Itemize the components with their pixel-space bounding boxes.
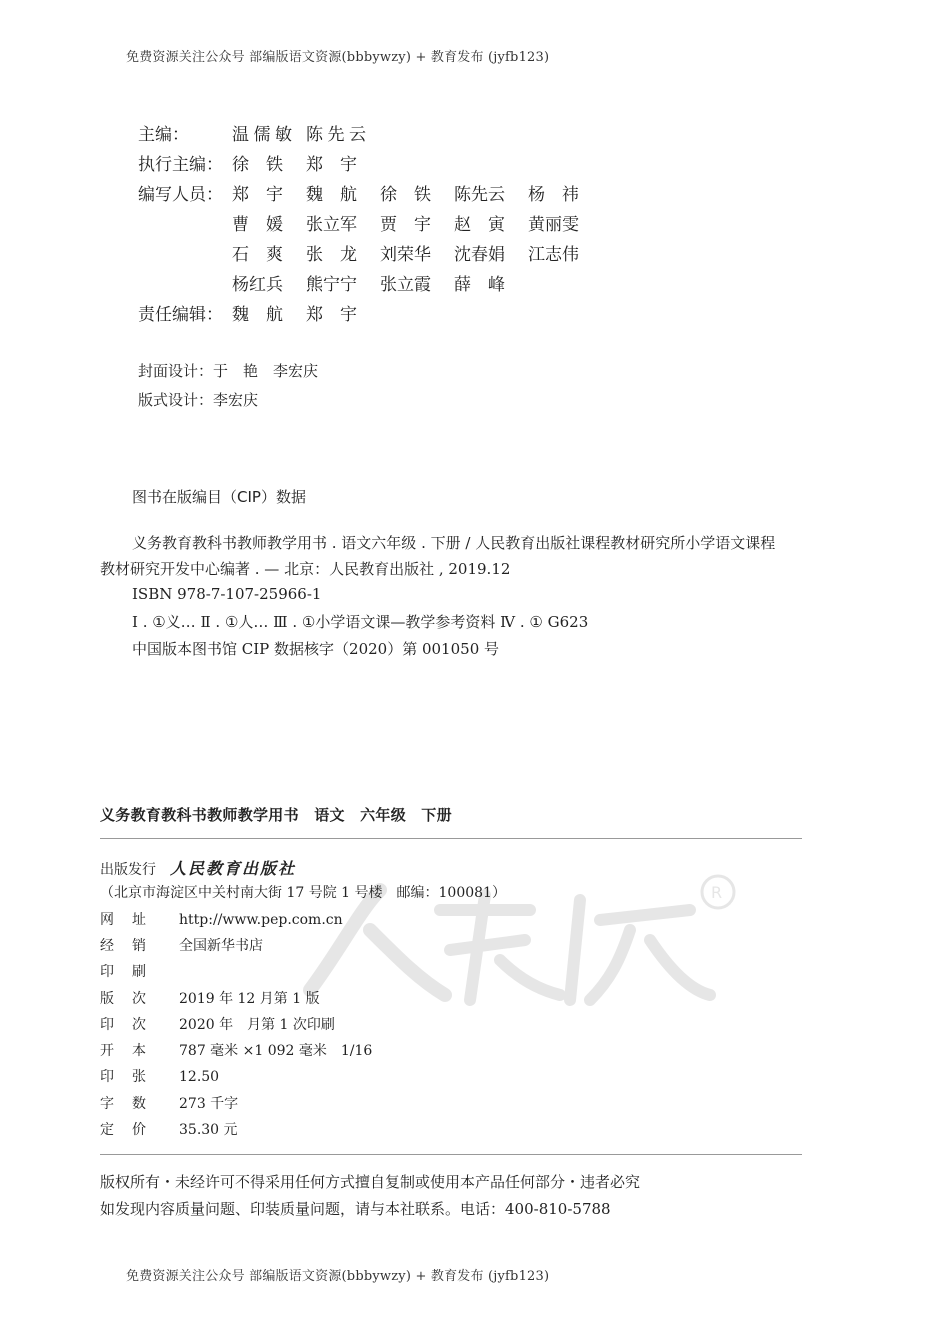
writer-name: 郑 宇	[232, 185, 283, 205]
executive-editor-name: 郑 宇	[306, 155, 357, 175]
chief-editor-label: 主编：	[138, 125, 189, 145]
cip-isbn: ISBN 978-7-107-25966-1	[132, 585, 322, 603]
publisher-row	[100, 856, 296, 879]
pub-info-row	[100, 1119, 238, 1139]
pub-info-label: 开 本	[100, 1043, 146, 1059]
writer-name: 张立军	[306, 215, 357, 235]
pub-info-row	[100, 909, 343, 929]
pub-info-label: 印 刷	[100, 964, 146, 980]
cip-classification: Ⅰ . ①义… Ⅱ . ①人… Ⅲ . ①小学语文课—教学参考资料 Ⅳ . ① G623	[132, 613, 589, 631]
layout-design-row	[138, 389, 258, 410]
writer-name: 曹 媛	[232, 215, 283, 235]
layout-design-value: 李宏庆	[213, 391, 259, 409]
quality-contact: 如发现内容质量问题、印装质量问题，请与本社联系。电话：400-810-5788	[100, 1200, 611, 1218]
copyright-notice: 版权所有・未经许可不得采用任何方式擅自复制或使用本产品任何部分・违者必究	[100, 1173, 641, 1191]
writer-name: 贾 宇	[380, 215, 431, 235]
pub-info-row	[100, 1066, 219, 1086]
pub-info-row	[100, 1093, 238, 1113]
page-footer: 免费资源关注公众号 部编版语文资源(bbbywzy) + 教育发布 (jyfb123)	[126, 1269, 550, 1284]
writer-name: 张立霞	[380, 275, 431, 295]
pub-info-row	[100, 1040, 372, 1060]
pub-info-row	[100, 988, 320, 1008]
pub-info-row	[100, 961, 179, 981]
executive-editor-label: 执行主编：	[138, 155, 223, 175]
pub-info-row	[100, 935, 263, 955]
chief-editor-name: 陈先云	[306, 125, 366, 145]
pub-info-row	[100, 1014, 335, 1034]
pub-info-value: 35.30 元	[179, 1122, 238, 1138]
writer-name: 黄丽雯	[528, 215, 579, 235]
responsible-editor-name: 郑 宇	[306, 305, 357, 325]
writer-name: 杨 祎	[528, 185, 579, 205]
writer-name: 陈先云	[454, 185, 505, 205]
pub-info-value: 全国新华书店	[179, 938, 263, 954]
layout-design-label: 版式设计：	[138, 391, 214, 409]
page-header: 免费资源关注公众号 部编版语文资源(bbbywzy) + 教育发布 (jyfb123)	[126, 50, 550, 65]
book-title: 义务教育教科书教师教学用书 语文 六年级 下册	[100, 806, 452, 824]
pub-info-value: 12.50	[179, 1069, 220, 1085]
pub-info-label: 网 址	[100, 912, 146, 928]
writer-name: 薛 峰	[454, 275, 505, 295]
writers-row	[138, 180, 602, 208]
cip-line: 义务教育教科书教师教学用书 . 语文六年级 . 下册 / 人民教育出版社课程教材研究所小学语文课程	[132, 534, 776, 552]
pub-info-value: 2019 年 12 月第 1 版	[179, 991, 320, 1007]
publisher-address: （北京市海淀区中关村南大街 17 号院 1 号楼 邮编：100081）	[100, 885, 506, 901]
executive-editor-name: 徐 铁	[232, 155, 283, 175]
writers-row	[138, 240, 602, 268]
chief-editor-row	[138, 120, 383, 148]
writer-name: 江志伟	[528, 245, 579, 265]
publisher-logo: 人民教育出版社	[170, 859, 297, 878]
writer-name: 沈春娟	[454, 245, 505, 265]
divider	[100, 838, 802, 839]
writer-name: 赵 寅	[454, 215, 505, 235]
responsible-editor-label: 责任编辑：	[138, 305, 223, 325]
svg-text:R: R	[711, 883, 723, 902]
divider	[100, 1154, 802, 1155]
pub-info-label: 字 数	[100, 1096, 146, 1112]
cover-design-value: 于 艳 李宏庆	[213, 362, 319, 380]
cip-line: 教材研究开发中心编著 . — 北京：人民教育出版社 , 2019.12	[100, 560, 511, 578]
pub-info-value: 273 千字	[179, 1096, 239, 1112]
writers-row	[138, 210, 602, 238]
pub-info-label: 印 张	[100, 1069, 146, 1085]
pub-info-label: 经 销	[100, 938, 146, 954]
executive-editor-row	[138, 150, 380, 178]
cip-title: 图书在版编目（CIP）数据	[132, 488, 306, 506]
writer-name: 徐 铁	[380, 185, 431, 205]
writer-name: 杨红兵	[232, 275, 283, 295]
chief-editor-name: 温儒敏	[232, 125, 292, 145]
pub-info-value: http://www.pep.com.cn	[179, 912, 343, 928]
cip-record-number: 中国版本图书馆 CIP 数据核字（2020）第 001050 号	[132, 640, 500, 658]
pub-info-value: 787 毫米 ×1 092 毫米 1/16	[179, 1043, 373, 1059]
pub-info-value: 2020 年 月第 1 次印刷	[179, 1017, 335, 1033]
pub-info-label: 版 次	[100, 991, 146, 1007]
writers-row	[138, 270, 528, 298]
cover-design-row	[138, 360, 318, 381]
writer-name: 石 爽	[232, 245, 283, 265]
writer-name: 张 龙	[306, 245, 357, 265]
writer-name: 熊宁宁	[306, 275, 357, 295]
writer-name: 魏 航	[306, 185, 357, 205]
pub-info-label: 定 价	[100, 1122, 146, 1138]
responsible-editor-name: 魏 航	[232, 305, 283, 325]
writers-label: 编写人员：	[138, 185, 223, 205]
cover-design-label: 封面设计：	[138, 362, 214, 380]
responsible-editor-row	[138, 300, 380, 328]
pub-info-label: 印 次	[100, 1017, 146, 1033]
publisher-label: 出版发行	[100, 862, 156, 878]
writer-name: 刘荣华	[380, 245, 431, 265]
